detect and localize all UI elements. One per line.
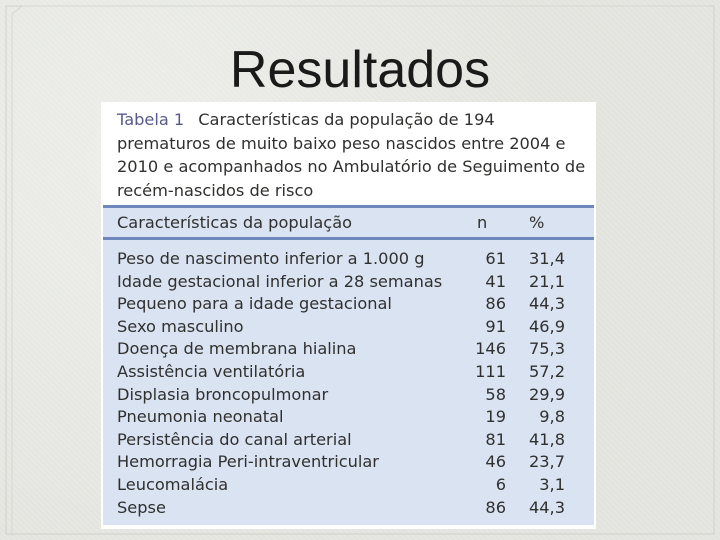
results-table xyxy=(101,102,596,529)
column-header-percent: % xyxy=(529,213,545,232)
table-row xyxy=(103,271,594,294)
row-percent: 9,8 xyxy=(539,407,565,427)
table-caption-label: Tabela 1 xyxy=(117,110,185,129)
table-body xyxy=(103,248,594,519)
row-n: 81 xyxy=(485,429,506,449)
row-label: Sexo masculino xyxy=(117,316,244,336)
row-percent: 46,9 xyxy=(528,316,565,336)
table-top-rule xyxy=(103,205,594,208)
row-percent: 23,7 xyxy=(528,452,565,472)
row-label: Hemorragia Peri-intraventricular xyxy=(117,452,379,472)
table-row xyxy=(103,384,594,407)
table-row xyxy=(103,361,594,384)
slide-title: Resultados xyxy=(229,41,491,99)
row-percent: 21,1 xyxy=(528,271,565,291)
row-label: Pneumonia neonatal xyxy=(117,407,284,427)
row-n: 86 xyxy=(485,294,506,314)
table-row xyxy=(103,429,594,452)
row-n: 58 xyxy=(485,384,506,404)
column-header-characteristics: Características da população xyxy=(117,213,353,232)
row-n: 6 xyxy=(495,474,506,494)
row-n: 91 xyxy=(485,316,506,336)
row-label: Assistência ventilatória xyxy=(117,361,306,381)
row-label: Sepse xyxy=(117,497,166,517)
row-percent: 75,3 xyxy=(528,339,565,359)
row-percent: 44,3 xyxy=(528,294,565,314)
row-label: Doença de membrana hialina xyxy=(117,339,357,359)
row-label: Idade gestacional inferior a 28 semanas xyxy=(117,271,443,291)
row-label: Peso de nascimento inferior a 1.000 g xyxy=(117,249,425,268)
row-label: Leucomalácia xyxy=(117,474,229,494)
table-row xyxy=(103,338,594,361)
table-row xyxy=(103,248,594,271)
row-n: 146 xyxy=(475,339,506,359)
row-label: Pequeno para a idade gestacional xyxy=(117,294,392,314)
row-percent: 44,3 xyxy=(528,497,565,517)
row-n: 46 xyxy=(485,452,506,472)
table-row xyxy=(103,406,594,429)
table-row xyxy=(103,293,594,316)
row-n: 61 xyxy=(485,249,506,268)
table-caption-text: Características da população de 194 prematuros de muito baixo peso nascidos entre 2004 e 2010 e acompanhados no Ambulatório de Seguimento de recém-nascidos de risco xyxy=(117,110,586,200)
table-row xyxy=(103,316,594,339)
table-row xyxy=(103,497,594,520)
table-row xyxy=(103,451,594,474)
row-n: 19 xyxy=(485,407,506,427)
row-label: Persistência do canal arterial xyxy=(117,429,352,449)
row-n: 86 xyxy=(485,497,506,517)
row-n: 41 xyxy=(485,271,506,291)
row-percent: 31,4 xyxy=(528,249,565,268)
row-label: Displasia broncopulmonar xyxy=(117,384,329,404)
row-percent: 41,8 xyxy=(528,429,565,449)
table-caption xyxy=(117,108,587,202)
row-percent: 3,1 xyxy=(539,474,565,494)
column-header-n: n xyxy=(477,213,488,232)
row-percent: 57,2 xyxy=(528,361,565,381)
row-n: 111 xyxy=(475,361,506,381)
table-row xyxy=(103,474,594,497)
row-percent: 29,9 xyxy=(528,384,565,404)
